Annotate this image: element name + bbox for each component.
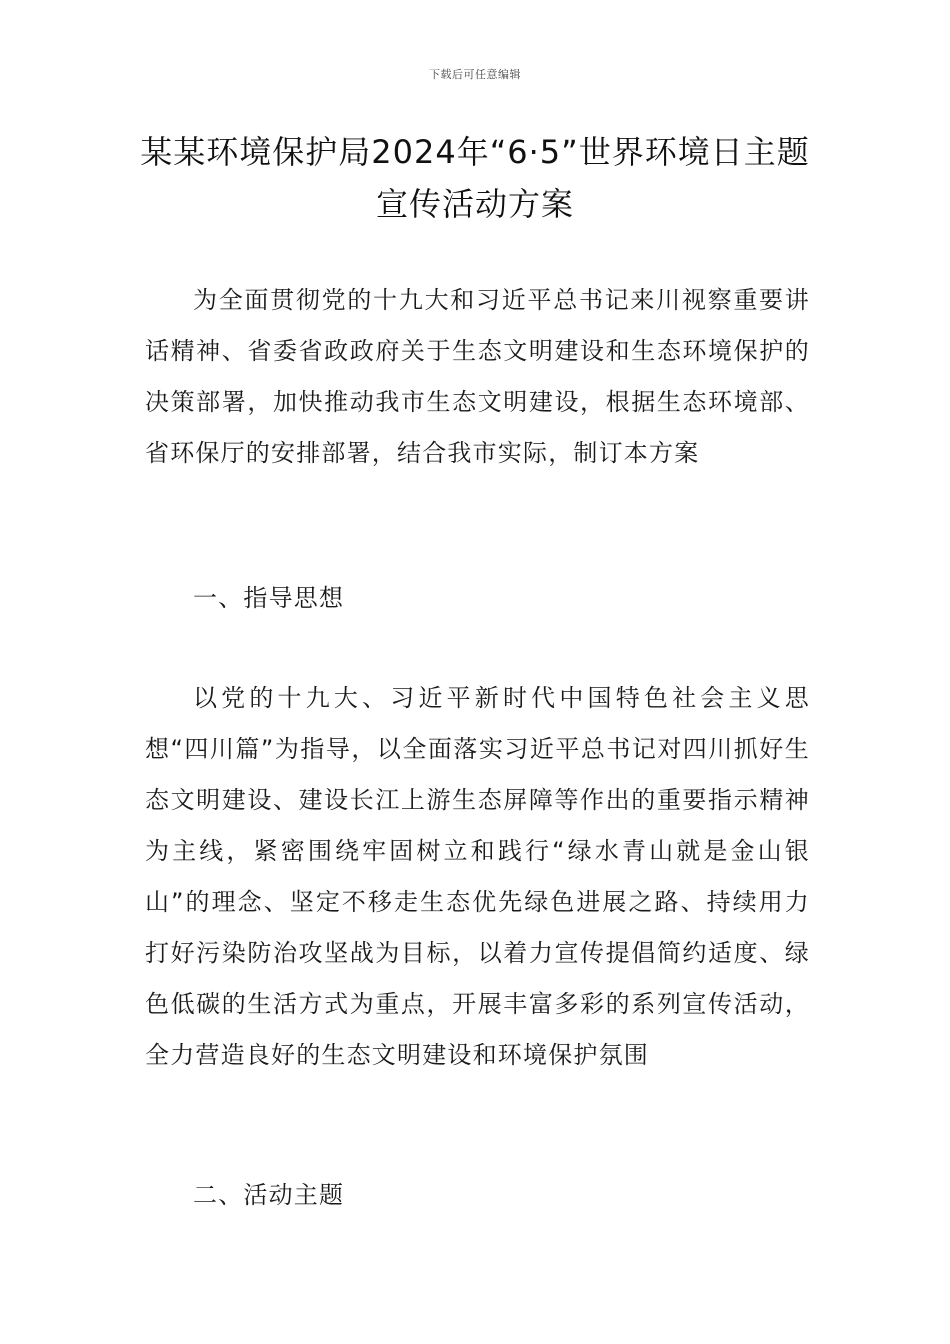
section-heading-activity-theme: 二、活动主题 — [193, 1181, 345, 1209]
intro-paragraph: 为全面贯彻党的十九大和习近平总书记来川视察重要讲话精神、省委省政政府关于生态文明建设和生态环境保护的决策部署，加快推动我市生态文明建设，根据生态环境部、省环保厅的安排部署，结合我市实际，制订本方案 — [145, 286, 810, 467]
guiding-ideology-paragraph: 以党的十九大、习近平新时代中国特色社会主义思想“四川篇”为指导，以全面落实习近平总书记对四川抓好生态文明建设、建设长江上游生态屏障等作出的重要指示精神为主线，紧密围绕牢固树立和践行“绿水青山就是金山银山”的理念、坚定不移走生态优先绿色进展之路、持续用力打好污染防治攻坚战为目标，以着力宣传提倡简约适度、绿色低碳的生活方式为重点，开展丰富多彩的系列宣传活动，全力营造良好的生态文明建设和环境保护氛围 — [145, 684, 810, 1069]
section-heading-guiding-ideology: 一、指导思想 — [193, 584, 345, 612]
document-title: 某某环境保护局2024年“6·5”世界环境日主题宣传活动方案 — [140, 133, 810, 223]
header-note: 下载后可任意编辑 — [429, 68, 521, 81]
